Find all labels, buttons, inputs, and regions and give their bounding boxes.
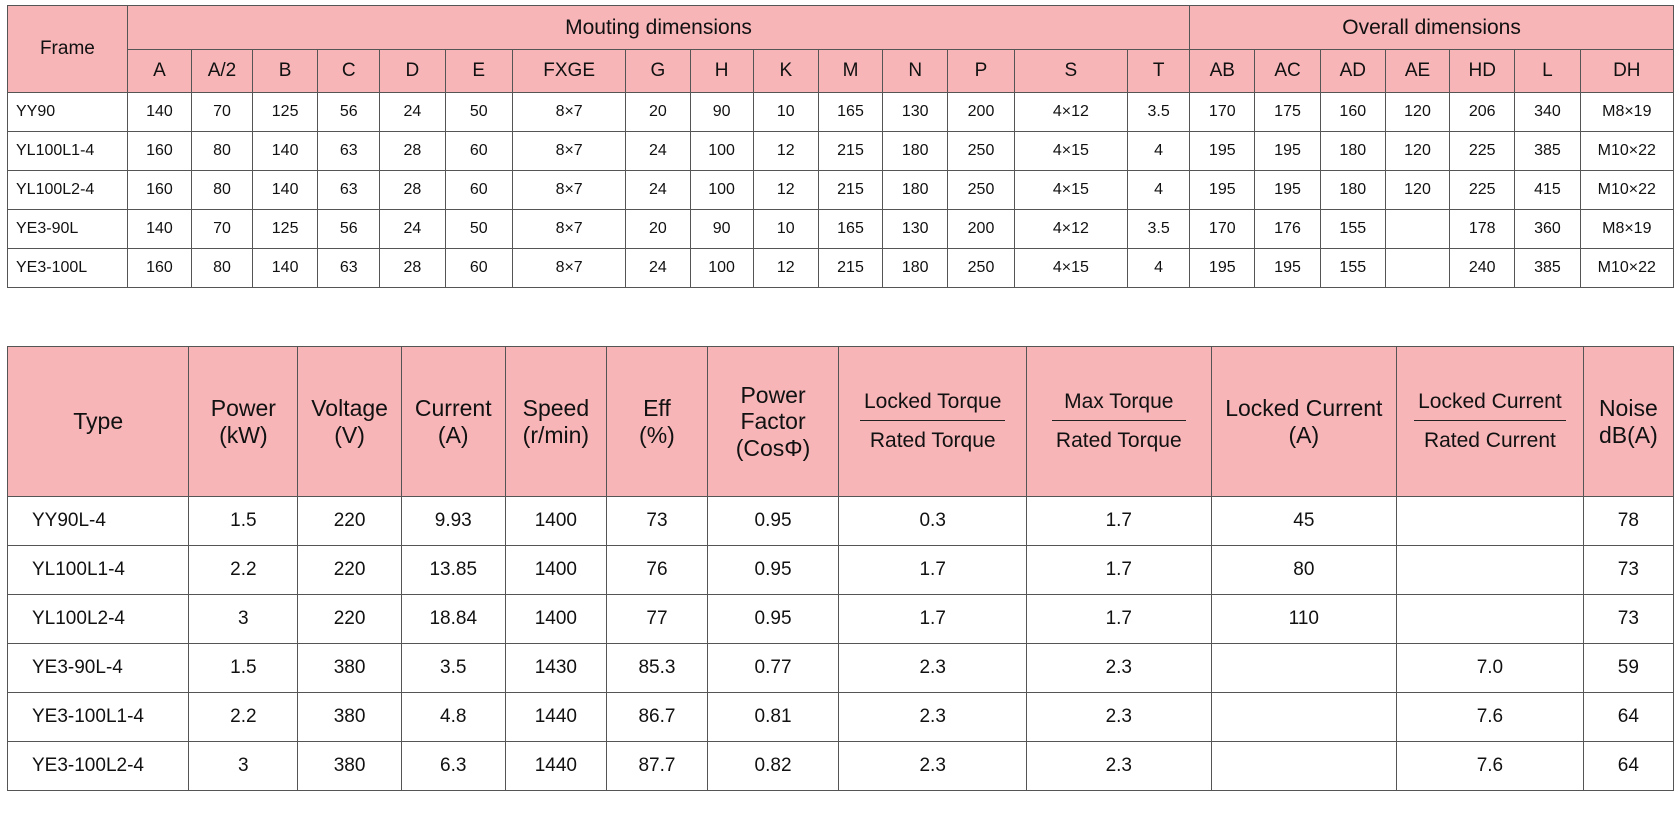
table-cell: 78 (1583, 497, 1673, 546)
table-cell: 240 (1450, 249, 1515, 288)
table-cell: 176 (1255, 210, 1320, 249)
mounting-dimensions-header: Mouting dimensions (127, 6, 1189, 50)
table-cell: 2.3 (839, 693, 1027, 742)
table-cell: 340 (1515, 93, 1580, 132)
table-cell: 80 (192, 132, 253, 171)
table-cell: 3.5 (1128, 210, 1190, 249)
column-header: H (690, 50, 753, 93)
table-cell (1211, 742, 1397, 791)
table-cell: 1.5 (189, 497, 298, 546)
table-cell: 64 (1583, 693, 1673, 742)
table-cell: 12 (753, 171, 818, 210)
table-cell: 4×15 (1014, 249, 1127, 288)
table-cell: 200 (948, 210, 1014, 249)
table-cell: 80 (192, 171, 253, 210)
column-header: T (1128, 50, 1190, 93)
table-cell: 13.85 (401, 546, 505, 595)
table-cell: 7.6 (1397, 742, 1584, 791)
table-cell: 180 (883, 171, 948, 210)
voltage-header: Voltage (V) (298, 347, 402, 497)
table-cell: 24 (380, 210, 445, 249)
table-cell: 70 (192, 210, 253, 249)
table-cell: 1400 (505, 497, 607, 546)
column-header: C (318, 50, 380, 93)
type-cell: YL100L1-4 (8, 546, 189, 595)
table-cell: 80 (1211, 546, 1397, 595)
table-cell: 225 (1450, 171, 1515, 210)
table-cell: 10 (753, 93, 818, 132)
table-cell: M10×22 (1580, 132, 1673, 171)
frame-cell: YL100L1-4 (8, 132, 128, 171)
table-cell: 10 (753, 210, 818, 249)
table-cell: 1.5 (189, 644, 298, 693)
table-cell: 2.3 (839, 644, 1027, 693)
table-cell: 4.8 (401, 693, 505, 742)
table-cell: 73 (607, 497, 708, 546)
mounting-dimensions-table (7, 5, 1674, 288)
column-header: A (127, 50, 191, 93)
table-cell: 64 (1583, 742, 1673, 791)
table-cell: 140 (253, 249, 318, 288)
table-cell: 155 (1320, 249, 1385, 288)
table-cell: 180 (1320, 171, 1385, 210)
table-cell: 73 (1583, 595, 1673, 644)
table-cell: 12 (753, 132, 818, 171)
table-cell: 206 (1450, 93, 1515, 132)
table-cell: 18.84 (401, 595, 505, 644)
locked-torque-ratio-header: $\frac{\text{Locked Torque}}{\text{Rated Torque}}$ (839, 347, 1027, 497)
table-cell: 4×15 (1014, 171, 1127, 210)
table-cell: 195 (1255, 171, 1320, 210)
frame-cell: YE3-100L (8, 249, 128, 288)
table-row (8, 595, 1674, 644)
table-cell: 215 (818, 249, 882, 288)
type-cell: YY90L-4 (8, 497, 189, 546)
table-cell (1385, 249, 1449, 288)
table-cell: 225 (1450, 132, 1515, 171)
current-header: Current (A) (401, 347, 505, 497)
table-cell: 110 (1211, 595, 1397, 644)
table-cell: 0.95 (707, 546, 839, 595)
table-cell: 165 (818, 93, 882, 132)
table-cell: 4×12 (1014, 210, 1127, 249)
table-cell: 2.3 (1027, 644, 1212, 693)
table-cell: 380 (298, 742, 402, 791)
table-cell: 50 (445, 93, 512, 132)
table-row (8, 93, 1674, 132)
table-cell: 7.6 (1397, 693, 1584, 742)
table-cell: 2.3 (1027, 742, 1212, 791)
table-cell: 8×7 (512, 249, 625, 288)
table-cell: 12 (753, 249, 818, 288)
column-header: E (445, 50, 512, 93)
table-cell: 8×7 (512, 210, 625, 249)
table-cell: 220 (298, 595, 402, 644)
type-header: Type (8, 347, 189, 497)
table-cell (1385, 210, 1449, 249)
table-row (8, 132, 1674, 171)
table-cell: 28 (380, 249, 445, 288)
table-cell: 56 (318, 210, 380, 249)
table-cell: 28 (380, 171, 445, 210)
table-cell (1211, 644, 1397, 693)
column-header: AC (1255, 50, 1320, 93)
performance-table (7, 346, 1674, 791)
table-cell: M8×19 (1580, 210, 1673, 249)
table-cell: 180 (883, 132, 948, 171)
table-cell: 7.0 (1397, 644, 1584, 693)
table-cell: 160 (127, 132, 191, 171)
table-cell: 380 (298, 644, 402, 693)
table-cell: 2.2 (189, 693, 298, 742)
column-header: A/2 (192, 50, 253, 93)
column-header: HD (1450, 50, 1515, 93)
table-cell: 90 (690, 93, 753, 132)
table-cell: 85.3 (607, 644, 708, 693)
column-header: K (753, 50, 818, 93)
table-cell: 4 (1128, 249, 1190, 288)
table-cell: 1400 (505, 546, 607, 595)
table-cell: 2.3 (839, 742, 1027, 791)
table-cell: 50 (445, 210, 512, 249)
table-cell: 4×15 (1014, 132, 1127, 171)
table-cell: 140 (127, 210, 191, 249)
table-cell: 1.7 (839, 546, 1027, 595)
table-cell: 60 (445, 171, 512, 210)
table-cell: 160 (1320, 93, 1385, 132)
table-cell: 155 (1320, 210, 1385, 249)
column-header: L (1515, 50, 1580, 93)
table-cell: 28 (380, 132, 445, 171)
table-cell: 77 (607, 595, 708, 644)
table-cell: 4×12 (1014, 93, 1127, 132)
table-cell: 195 (1190, 171, 1255, 210)
table-cell: 100 (690, 132, 753, 171)
table-cell: 1440 (505, 742, 607, 791)
table-cell: 125 (253, 210, 318, 249)
table-cell: 24 (626, 249, 690, 288)
type-cell: YE3-100L1-4 (8, 693, 189, 742)
table-cell: 0.82 (707, 742, 839, 791)
column-header: FXGE (512, 50, 625, 93)
table-cell (1397, 497, 1584, 546)
table-cell: 2.3 (1027, 693, 1212, 742)
table-cell: 56 (318, 93, 380, 132)
table-cell: 100 (690, 171, 753, 210)
table-cell: 86.7 (607, 693, 708, 742)
table-cell (1397, 546, 1584, 595)
type-cell: YL100L2-4 (8, 595, 189, 644)
table-cell: 195 (1190, 132, 1255, 171)
column-header: N (883, 50, 948, 93)
table-cell: 175 (1255, 93, 1320, 132)
table-cell: 4 (1128, 171, 1190, 210)
column-header: G (626, 50, 690, 93)
column-header: AE (1385, 50, 1449, 93)
table-row (8, 171, 1674, 210)
table-cell: 9.93 (401, 497, 505, 546)
table-cell: 60 (445, 249, 512, 288)
column-header: AD (1320, 50, 1385, 93)
table-cell: 63 (318, 132, 380, 171)
column-header: S (1014, 50, 1127, 93)
table-cell: 1.7 (839, 595, 1027, 644)
table-cell: 180 (883, 249, 948, 288)
table-cell: 195 (1255, 132, 1320, 171)
column-header: DH (1580, 50, 1673, 93)
table-cell: 140 (253, 171, 318, 210)
table-cell: 415 (1515, 171, 1580, 210)
locked-current-header: Locked Current (A) (1211, 347, 1397, 497)
table-row (8, 497, 1674, 546)
table-cell: 0.77 (707, 644, 839, 693)
table-cell: 180 (1320, 132, 1385, 171)
table-cell: 87.7 (607, 742, 708, 791)
column-header: AB (1190, 50, 1255, 93)
table-row (8, 210, 1674, 249)
table-cell: M8×19 (1580, 93, 1673, 132)
table-cell: M10×22 (1580, 249, 1673, 288)
table-cell (1211, 693, 1397, 742)
table-cell: 63 (318, 249, 380, 288)
table-cell: 2.2 (189, 546, 298, 595)
overall-dimensions-header: Overall dimensions (1190, 6, 1674, 50)
table-cell: 24 (626, 132, 690, 171)
table-cell: 24 (626, 171, 690, 210)
table-row (8, 742, 1674, 791)
table-cell: 385 (1515, 132, 1580, 171)
table-cell: 6.3 (401, 742, 505, 791)
table-cell: 45 (1211, 497, 1397, 546)
table-cell: 215 (818, 132, 882, 171)
power-factor-header: Power Factor (CosΦ) (707, 347, 839, 497)
table-cell: 80 (192, 249, 253, 288)
table-cell: 200 (948, 93, 1014, 132)
table-cell: 160 (127, 171, 191, 210)
table-cell: 4 (1128, 132, 1190, 171)
noise-header: Noise dB(A) (1583, 347, 1673, 497)
table-cell: 1430 (505, 644, 607, 693)
frame-cell: YE3-90L (8, 210, 128, 249)
table-cell: 1.7 (1027, 546, 1212, 595)
table-cell: 165 (818, 210, 882, 249)
table-cell: 195 (1190, 249, 1255, 288)
table-cell: 130 (883, 210, 948, 249)
type-cell: YE3-100L2-4 (8, 742, 189, 791)
table-cell: 0.3 (839, 497, 1027, 546)
table-row (8, 249, 1674, 288)
locked-current-ratio-header: $\frac{\text{Locked Current}}{\text{Rated Current}}$ (1397, 347, 1584, 497)
table-cell: 3.5 (1128, 93, 1190, 132)
table-cell: 76 (607, 546, 708, 595)
table-cell: M10×22 (1580, 171, 1673, 210)
column-header: M (818, 50, 882, 93)
frame-cell: YY90 (8, 93, 128, 132)
table-cell: 160 (127, 249, 191, 288)
table-cell: 3.5 (401, 644, 505, 693)
table-cell: 1.7 (1027, 595, 1212, 644)
table-cell: 59 (1583, 644, 1673, 693)
table-cell: 125 (253, 93, 318, 132)
table-cell: 220 (298, 497, 402, 546)
table-cell: 20 (626, 93, 690, 132)
table-cell: 1400 (505, 595, 607, 644)
power-header: Power (kW) (189, 347, 298, 497)
table-cell: 215 (818, 171, 882, 210)
table-cell: 8×7 (512, 171, 625, 210)
table-cell: 195 (1255, 249, 1320, 288)
type-cell: YE3-90L-4 (8, 644, 189, 693)
table-row (8, 644, 1674, 693)
table-cell: 0.95 (707, 497, 839, 546)
table-cell: 120 (1385, 132, 1449, 171)
table-cell: 63 (318, 171, 380, 210)
table-cell: 73 (1583, 546, 1673, 595)
table-cell: 250 (948, 132, 1014, 171)
table-row (8, 693, 1674, 742)
table-cell: 3 (189, 595, 298, 644)
table-cell: 250 (948, 171, 1014, 210)
table-cell: 70 (192, 93, 253, 132)
table-cell: 140 (127, 93, 191, 132)
table-cell: 24 (380, 93, 445, 132)
eff-header: Eff (%) (607, 347, 708, 497)
speed-header: Speed (r/min) (505, 347, 607, 497)
column-header: P (948, 50, 1014, 93)
table-cell: 170 (1190, 93, 1255, 132)
table-cell: 178 (1450, 210, 1515, 249)
table-cell (1397, 595, 1584, 644)
column-header: B (253, 50, 318, 93)
table-cell: 0.95 (707, 595, 839, 644)
table-cell: 360 (1515, 210, 1580, 249)
table-row (8, 546, 1674, 595)
table-cell: 380 (298, 693, 402, 742)
table-cell: 220 (298, 546, 402, 595)
table-cell: 250 (948, 249, 1014, 288)
column-header: D (380, 50, 445, 93)
table-cell: 120 (1385, 93, 1449, 132)
table-cell: 0.81 (707, 693, 839, 742)
table-cell: 3 (189, 742, 298, 791)
table-cell: 1.7 (1027, 497, 1212, 546)
table-cell: 100 (690, 249, 753, 288)
frame-header: Frame (8, 6, 128, 93)
max-torque-ratio-header: $\frac{\text{Max Torque}}{\text{Rated Torque}}$ (1027, 347, 1212, 497)
table-cell: 1440 (505, 693, 607, 742)
table-cell: 170 (1190, 210, 1255, 249)
frame-cell: YL100L2-4 (8, 171, 128, 210)
table-cell: 60 (445, 132, 512, 171)
table-cell: 130 (883, 93, 948, 132)
table-cell: 8×7 (512, 93, 625, 132)
table-cell: 140 (253, 132, 318, 171)
table-cell: 90 (690, 210, 753, 249)
table-cell: 120 (1385, 171, 1449, 210)
table-cell: 8×7 (512, 132, 625, 171)
table-cell: 20 (626, 210, 690, 249)
table-cell: 385 (1515, 249, 1580, 288)
